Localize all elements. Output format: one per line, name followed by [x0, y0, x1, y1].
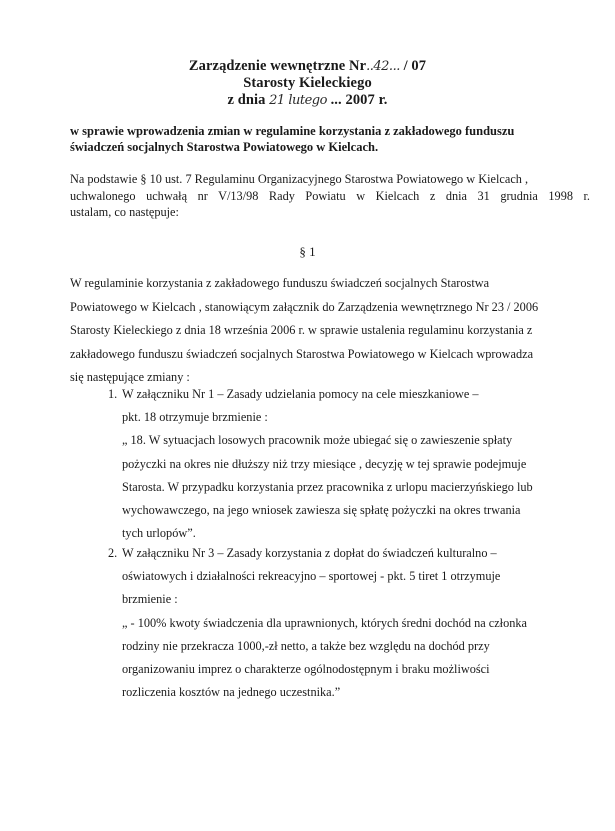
paragraph-line: zakładowego funduszu świadczeń socjalnych Starostwa Powiatowego w Kielcach wprowadza [70, 346, 534, 361]
list-item-number: 2. [108, 546, 118, 560]
document-header [0, 58, 615, 109]
item-line: brzmienie : [122, 592, 178, 607]
quote-line: „ 18. W sytuacjach losowych pracownik może ubiegać się o zawieszenie spłaty [122, 433, 513, 448]
paragraph-line: się następujące zmiany : [70, 370, 190, 384]
quote-line: Starosta. W przypadku korzystania przez pracownika z urlopu macierzyńskiego lub [122, 479, 533, 494]
quote-line: rozliczenia kosztów na jednego uczestnika.” [122, 685, 341, 700]
date-prefix: z dnia [227, 92, 266, 108]
handwritten-number: ..42... [366, 59, 400, 74]
subject-line: świadczeń socjalnych Starostwa Powiatowego w Kielcach. [70, 140, 379, 154]
quote-line: organizowaniu imprez o charakterze ogólnodostępnym i braku możliwości [122, 662, 490, 677]
basis-line: ustalam, co następuje: [70, 205, 179, 219]
item-line: W załączniku Nr 3 – Zasady korzystania z dopłat do świadczeń kulturalno – [122, 546, 497, 560]
basis-line: Na podstawie § 10 ust. 7 Regulaminu Organizacyjnego Starostwa Powiatowego w Kielcach , [70, 172, 529, 186]
quote-line: pożyczki na okres nie dłuższy niż trzy miesiące , decyzję w tej sprawie podejmuje [122, 456, 527, 471]
item-line: oświatowych i działalności rekreacyjno – sportowej - pkt. 5 tiret 1 otrzymuje [122, 569, 501, 584]
quote-line: wychowawczego, na jego wniosek zawiesza się spłatę pożyczki na okres trwania [122, 503, 521, 518]
document-subject [70, 123, 580, 155]
basis-line: uchwalonego uchwałą nr V/13/98 Rady Powiatu w Kielcach z dnia 31 grudnia 1998 r. [70, 188, 590, 203]
list-item-body [122, 542, 568, 704]
paragraph-line: Powiatowego w Kielcach , stanowiącym załącznik do Zarządzenia wewnętrznego Nr 23 / 2006 [70, 299, 539, 314]
paragraph-line: Starosty Kieleckiego z dnia 18 września 2006 r. w sprawie ustalenia regulaminu korzystania z [70, 323, 533, 337]
handwritten-date: 21 lutego [265, 93, 331, 108]
list-item-number: 1. [108, 387, 118, 401]
paragraph-line: W regulaminie korzystania z zakładowego funduszu świadczeń socjalnych Starostwa [70, 276, 490, 290]
title-suffix: / 07 [399, 58, 427, 74]
document-title [0, 58, 615, 75]
list-item [108, 542, 568, 704]
item-line: W załączniku Nr 1 – Zasady udzielania pomocy na cele mieszkaniowe – [122, 387, 479, 401]
document-date [0, 92, 615, 109]
quote-line: „ - 100% kwoty świadczenia dla uprawnionych, których średni dochód na członka [122, 615, 527, 630]
list-item [108, 383, 568, 545]
date-suffix: ... 2007 r. [330, 92, 388, 108]
subject-line: w sprawie wprowadzenia zmian w regulamine korzystania z zakładowego funduszu [70, 124, 515, 138]
list-item-body [122, 383, 568, 545]
title-prefix: Zarządzenie wewnętrzne Nr [188, 58, 367, 74]
section-mark: § 1 [299, 244, 316, 259]
section-paragraph [70, 272, 595, 390]
quote-line: rodziny nie przekracza 1000,-zł netto, a także bez względu na dochód przy [122, 638, 490, 653]
legal-basis [70, 171, 590, 221]
issuer-name: Starosty Kieleckiego [243, 75, 372, 91]
item-line: pkt. 18 otrzymuje brzmienie : [122, 410, 268, 425]
quote-line: tych urlopów”. [122, 526, 196, 541]
